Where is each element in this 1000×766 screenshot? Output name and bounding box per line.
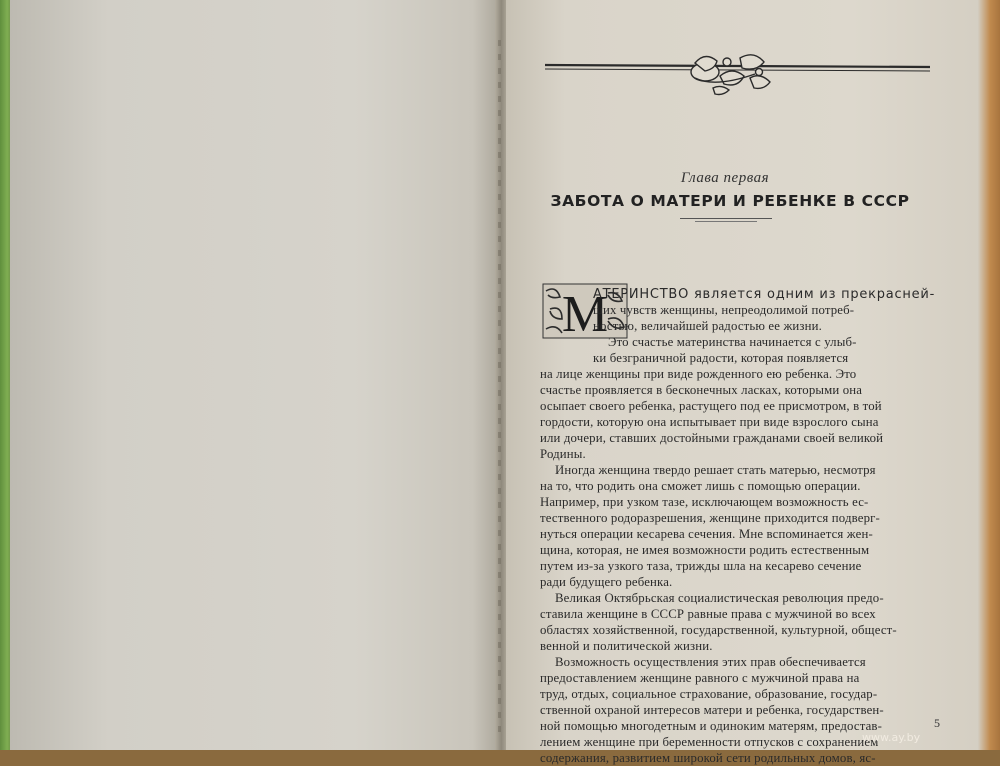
text-line: Возможность осуществления этих прав обеспечивается — [555, 655, 866, 669]
page-number: 5 — [934, 716, 940, 730]
page-edge-shadow — [978, 0, 1000, 750]
text-line: венной и политической жизни. — [540, 639, 713, 653]
text-line: нуться операции кесарева сечения. Мне вспоминается жен- — [540, 527, 873, 541]
text-line: на то, что родить она сможет лишь с помощью операции. — [540, 479, 861, 493]
text-line: лением женщине при беременности отпусков с сохранением — [540, 735, 879, 749]
text-line: ственной охраной интересов матери и ребенка, государствен- — [540, 703, 884, 717]
oak-leaf-ornament-icon — [545, 48, 930, 98]
text-line: счастье проявляется в бесконечных ласках, которыми она — [540, 383, 863, 397]
chapter-title: ЗАБОТА О МАТЕРИ И РЕБЕНКЕ В СССР — [550, 192, 910, 210]
title-rule-short — [695, 221, 757, 222]
text-line: Родины. — [540, 447, 586, 461]
text-line: тественного родоразрешения, женщине приходится подверг- — [540, 511, 880, 525]
text-line: областях хозяйственной, государственной, культурной, общест- — [540, 623, 897, 637]
text-line: ших чувств женщины, непреодолимой потреб- — [593, 303, 855, 317]
text-line: щина, которая, не имея возможности родить естественным — [540, 543, 870, 557]
text-line: ной помощью многодетным и одиноким матерям, предостав- — [540, 719, 883, 733]
text-line: ставила женщине в СССР равные права с мужчиной во всех — [540, 607, 876, 621]
text-line: гордости, которую она испытывает при виде взрослого сына — [540, 415, 879, 429]
text-line: на лице женщины при виде рожденного ею ребенка. Это — [540, 367, 857, 381]
site-watermark: www.ay.by — [862, 731, 921, 744]
text-line: предоставлением женщине равного с мужчиной права на — [540, 671, 860, 685]
text-line: содержания, развитием широкой сети родильных домов, яс- — [540, 751, 876, 765]
binding-stitches — [498, 40, 501, 740]
text-line: труд, отдых, социальное страхование, образование, государ- — [540, 687, 878, 701]
text-line: осыпает своего ребенка, растущего под ее присмотром, в той — [540, 399, 882, 413]
text-line: или дочери, ставших достойными гражданами своей великой — [540, 431, 884, 445]
text-line: ради будущего ребенка. — [540, 575, 673, 589]
text-line: ностью, величайшей радостью ее жизни. — [593, 319, 822, 333]
text-line: путем из-за узкого таза, трижды шла на кесарево сечение — [540, 559, 862, 573]
text-line: Великая Октябрьская социалистическая революция предо- — [555, 591, 884, 605]
drop-cap-letter: М — [561, 286, 609, 339]
chapter-subtitle: Глава первая — [680, 170, 770, 186]
text-line: Это счастье материнства начинается с улыб- — [608, 335, 857, 349]
title-rule — [680, 218, 772, 219]
text-line: Иногда женщина твердо решает стать матерью, несмотря — [555, 463, 876, 477]
text-line: АТЕРИНСТВО является одним из прекрасней- — [593, 286, 936, 302]
text-line: ки безграничной радости, которая появляется — [593, 351, 849, 365]
left-page-blank — [10, 0, 502, 750]
text-line: Например, при узком тазе, исключающем возможность ес- — [540, 495, 869, 509]
